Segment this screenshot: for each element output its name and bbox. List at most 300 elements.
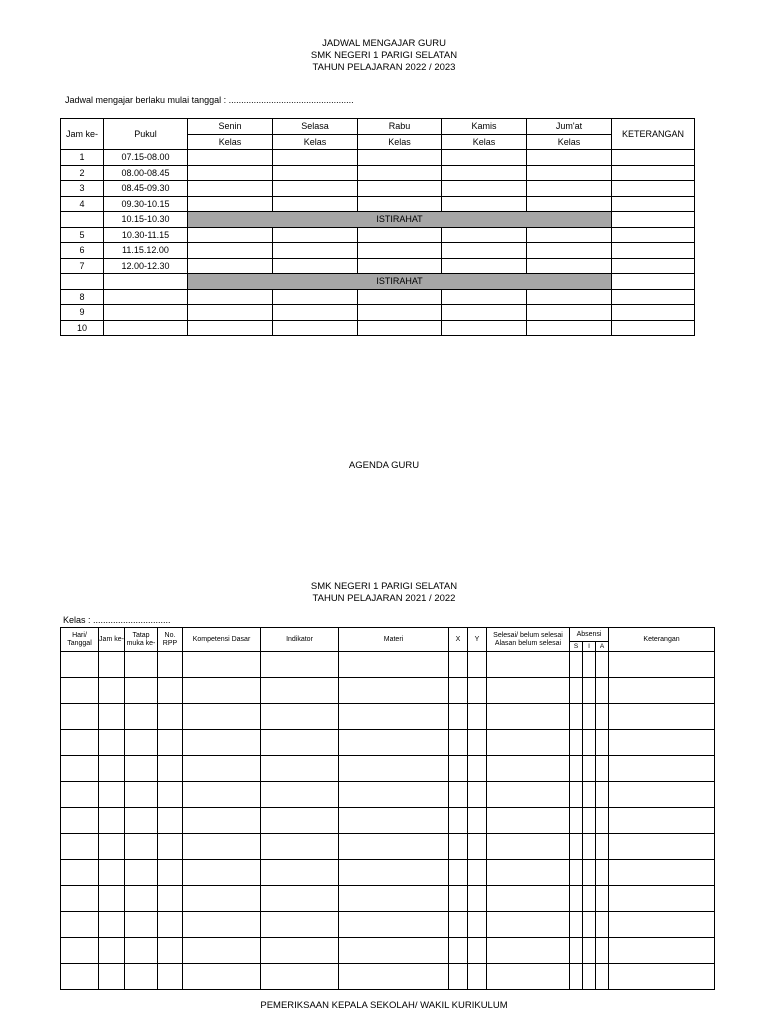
agenda-cell: [468, 886, 487, 912]
jam-cell: 5: [61, 227, 104, 243]
kelas-cell: [188, 243, 273, 259]
col-selesai: Selesai/ belum selesai Alasan belum selesai: [487, 628, 570, 652]
agenda-cell: [61, 834, 99, 860]
agenda-cell: [583, 782, 596, 808]
agenda-cell: [261, 678, 339, 704]
agenda-cell: [125, 704, 158, 730]
jam-cell: 7: [61, 258, 104, 274]
agenda-cell: [99, 652, 125, 678]
academic-year: TAHUN PELAJARAN 2022 / 2023: [312, 62, 456, 73]
kelas-cell: [527, 196, 612, 212]
agenda-cell: [99, 678, 125, 704]
kelas-cell: [527, 165, 612, 181]
pukul-cell: [104, 289, 188, 305]
jam-cell: 4: [61, 196, 104, 212]
kelas-cell: [527, 243, 612, 259]
agenda-cell: [609, 808, 715, 834]
agenda-cell: [609, 938, 715, 964]
agenda-cell: [449, 678, 468, 704]
agenda-cell: [583, 964, 596, 990]
schedule-row: [61, 305, 695, 321]
agenda-cell: [449, 808, 468, 834]
kelas-cell: [273, 227, 358, 243]
agenda-row: [61, 834, 715, 860]
agenda-cell: [261, 886, 339, 912]
col-jam-ke: Jam ke-: [61, 119, 104, 150]
break-row: [61, 274, 695, 290]
agenda-cell: [570, 912, 583, 938]
kelas-cell: [358, 289, 442, 305]
agenda-cell: [158, 730, 183, 756]
agenda-row: [61, 808, 715, 834]
agenda-row: [61, 912, 715, 938]
agenda-cell: [99, 704, 125, 730]
col-day: Selasa: [273, 119, 358, 135]
col-kelas: Kelas: [358, 134, 442, 150]
agenda-cell: [487, 860, 570, 886]
kelas-cell: [527, 181, 612, 197]
jam-cell: 1: [61, 150, 104, 166]
agenda-cell: [183, 860, 261, 886]
kelas-cell: [358, 258, 442, 274]
agenda-cell: [449, 860, 468, 886]
agenda-cell: [449, 782, 468, 808]
agenda-cell: [596, 886, 609, 912]
agenda-cell: [449, 756, 468, 782]
kelas-cell: [527, 289, 612, 305]
keterangan-cell: [612, 305, 695, 321]
agenda-cell: [596, 860, 609, 886]
kelas-cell: [442, 150, 527, 166]
agenda-cell: [99, 834, 125, 860]
kelas-cell: [273, 320, 358, 336]
pukul-cell: 08.00-08.45: [104, 165, 188, 181]
agenda-cell: [183, 964, 261, 990]
agenda-cell: [261, 912, 339, 938]
kelas-cell: [442, 305, 527, 321]
agenda-cell: [125, 652, 158, 678]
agenda-cell: [596, 834, 609, 860]
agenda-cell: [339, 782, 449, 808]
agenda-cell: [609, 704, 715, 730]
agenda-cell: [125, 678, 158, 704]
pukul-cell: [104, 274, 188, 290]
col-kelas: Kelas: [188, 134, 273, 150]
agenda-cell: [61, 912, 99, 938]
agenda-cell: [596, 912, 609, 938]
jam-cell: 9: [61, 305, 104, 321]
col-absensi-s: S: [570, 642, 583, 652]
agenda-cell: [596, 704, 609, 730]
agenda-cell: [158, 808, 183, 834]
agenda-cell: [339, 834, 449, 860]
kelas-cell: [273, 181, 358, 197]
col-hari-tanggal: Hari/ Tanggal: [61, 628, 99, 652]
schedule-row: [61, 320, 695, 336]
schedule-row: [61, 243, 695, 259]
agenda-cell: [125, 938, 158, 964]
agenda-cell: [61, 808, 99, 834]
agenda-cell: [487, 834, 570, 860]
agenda-cell: [158, 678, 183, 704]
schedule-row: [61, 289, 695, 305]
kelas-cell: [358, 150, 442, 166]
break-row: [61, 212, 695, 228]
keterangan-cell: [612, 227, 695, 243]
agenda-cell: [468, 808, 487, 834]
pukul-cell: 10.30-11.15: [104, 227, 188, 243]
pukul-cell: 08.45-09.30: [104, 181, 188, 197]
agenda-cell: [158, 860, 183, 886]
agenda-cell: [468, 678, 487, 704]
col-absensi-i: I: [583, 642, 596, 652]
jam-cell: [61, 274, 104, 290]
agenda-cell: [487, 912, 570, 938]
kelas-cell: [273, 289, 358, 305]
kelas-cell: [442, 165, 527, 181]
agenda-cell: [583, 704, 596, 730]
agenda-cell: [183, 912, 261, 938]
kelas-cell: [358, 305, 442, 321]
agenda-cell: [583, 756, 596, 782]
keterangan-cell: [612, 274, 695, 290]
schedule-row: [61, 165, 695, 181]
kelas-cell: [358, 320, 442, 336]
kelas-cell: [188, 320, 273, 336]
kelas-cell: [188, 227, 273, 243]
agenda-cell: [183, 808, 261, 834]
kelas-cell: [358, 227, 442, 243]
agenda-cell: [339, 730, 449, 756]
agenda-cell: [487, 938, 570, 964]
keterangan-cell: [612, 212, 695, 228]
pukul-cell: 09.30-10.15: [104, 196, 188, 212]
agenda-cell: [339, 756, 449, 782]
schedule-row: [61, 196, 695, 212]
agenda-cell: [99, 860, 125, 886]
pukul-cell: 11.15.12.00: [104, 243, 188, 259]
agenda-cell: [609, 730, 715, 756]
keterangan-cell: [612, 289, 695, 305]
keterangan-cell: [612, 258, 695, 274]
col-absensi-a: A: [596, 642, 609, 652]
agenda-cell: [570, 808, 583, 834]
agenda-cell: [468, 912, 487, 938]
agenda-row: [61, 678, 715, 704]
kelas-cell: [273, 196, 358, 212]
agenda-cell: [261, 808, 339, 834]
agenda-cell: [583, 834, 596, 860]
kelas-cell: [188, 165, 273, 181]
agenda-cell: [596, 756, 609, 782]
agenda-cell: [449, 834, 468, 860]
col-kelas: Kelas: [442, 134, 527, 150]
agenda-cell: [261, 782, 339, 808]
agenda-row: [61, 964, 715, 990]
agenda-cell: [487, 886, 570, 912]
agenda-cell: [125, 834, 158, 860]
agenda-title: AGENDA GURU: [348, 460, 420, 471]
agenda-cell: [261, 834, 339, 860]
break-label: ISTIRAHAT: [188, 274, 612, 290]
agenda-cell: [449, 886, 468, 912]
agenda-cell: [61, 938, 99, 964]
agenda-cell: [125, 964, 158, 990]
agenda-cell: [570, 652, 583, 678]
keterangan-cell: [612, 320, 695, 336]
kelas-cell: [273, 258, 358, 274]
agenda-cell: [183, 730, 261, 756]
kelas-cell: [188, 258, 273, 274]
agenda-cell: [449, 704, 468, 730]
agenda-row: [61, 860, 715, 886]
jam-cell: 10: [61, 320, 104, 336]
teaching-schedule-table: [60, 118, 695, 336]
agenda-cell: [609, 860, 715, 886]
agenda-cell: [61, 886, 99, 912]
col-kompetensi-dasar: Kompetensi Dasar: [183, 628, 261, 652]
agenda-cell: [339, 704, 449, 730]
agenda-cell: [339, 964, 449, 990]
agenda-cell: [183, 652, 261, 678]
agenda-cell: [125, 912, 158, 938]
agenda-cell: [158, 652, 183, 678]
agenda-cell: [183, 704, 261, 730]
agenda-cell: [468, 964, 487, 990]
agenda-cell: [583, 652, 596, 678]
kelas-cell: [188, 289, 273, 305]
agenda-cell: [609, 912, 715, 938]
agenda-cell: [261, 756, 339, 782]
kelas-cell: [273, 243, 358, 259]
col-no-rpp: No. RPP: [158, 628, 183, 652]
agenda-cell: [61, 730, 99, 756]
agenda-cell: [99, 808, 125, 834]
jam-cell: 3: [61, 181, 104, 197]
agenda-cell: [487, 964, 570, 990]
agenda-cell: [158, 964, 183, 990]
agenda-row: [61, 782, 715, 808]
agenda-cell: [339, 652, 449, 678]
col-x: X: [449, 628, 468, 652]
keterangan-cell: [612, 243, 695, 259]
agenda-row: [61, 938, 715, 964]
effective-date-line: Jadwal mengajar berlaku mulai tanggal : ..................................................: [65, 95, 354, 105]
agenda-cell: [487, 704, 570, 730]
agenda-cell: [468, 704, 487, 730]
agenda-cell: [570, 704, 583, 730]
schedule-row: [61, 258, 695, 274]
col-jam-ke: Jam ke-: [99, 628, 125, 652]
schedule-row: [61, 227, 695, 243]
kelas-cell: [442, 320, 527, 336]
break-label: ISTIRAHAT: [188, 212, 612, 228]
col-day: Senin: [188, 119, 273, 135]
agenda-cell: [99, 886, 125, 912]
jam-cell: 8: [61, 289, 104, 305]
agenda-cell: [596, 938, 609, 964]
agenda-cell: [99, 782, 125, 808]
agenda-cell: [99, 730, 125, 756]
agenda-cell: [158, 886, 183, 912]
kelas-cell: [527, 320, 612, 336]
keterangan-cell: [612, 196, 695, 212]
agenda-cell: [261, 730, 339, 756]
kelas-cell: [358, 181, 442, 197]
col-kelas: Kelas: [527, 134, 612, 150]
jam-cell: 6: [61, 243, 104, 259]
col-day: Rabu: [358, 119, 442, 135]
agenda-cell: [596, 782, 609, 808]
agenda-cell: [158, 912, 183, 938]
col-tatap-muka: Tatap muka ke-: [125, 628, 158, 652]
agenda-cell: [487, 756, 570, 782]
agenda-cell: [583, 938, 596, 964]
agenda-cell: [449, 652, 468, 678]
pukul-cell: 12.00-12.30: [104, 258, 188, 274]
agenda-cell: [570, 756, 583, 782]
agenda-cell: [468, 834, 487, 860]
agenda-cell: [99, 912, 125, 938]
agenda-row: [61, 652, 715, 678]
agenda-cell: [596, 678, 609, 704]
agenda-cell: [125, 886, 158, 912]
col-keterangan: Keterangan: [609, 628, 715, 652]
agenda-cell: [583, 912, 596, 938]
col-day: Jum'at: [527, 119, 612, 135]
kelas-cell: [442, 289, 527, 305]
agenda-cell: [487, 678, 570, 704]
agenda-cell: [583, 886, 596, 912]
kelas-cell: [273, 165, 358, 181]
kelas-cell: [527, 258, 612, 274]
agenda-cell: [183, 678, 261, 704]
agenda-cell: [61, 860, 99, 886]
agenda-cell: [261, 938, 339, 964]
agenda-row: [61, 886, 715, 912]
agenda-cell: [609, 652, 715, 678]
agenda-cell: [570, 886, 583, 912]
agenda-cell: [61, 782, 99, 808]
agenda-cell: [570, 678, 583, 704]
agenda-cell: [158, 938, 183, 964]
agenda-cell: [583, 678, 596, 704]
agenda-cell: [183, 938, 261, 964]
agenda-cell: [583, 808, 596, 834]
agenda-cell: [261, 964, 339, 990]
agenda-cell: [570, 964, 583, 990]
agenda-cell: [125, 860, 158, 886]
agenda-cell: [449, 964, 468, 990]
agenda-cell: [158, 834, 183, 860]
agenda-cell: [158, 756, 183, 782]
kelas-cell: [358, 243, 442, 259]
agenda-cell: [61, 704, 99, 730]
agenda-cell: [183, 886, 261, 912]
agenda-cell: [570, 834, 583, 860]
col-pukul: Pukul: [104, 119, 188, 150]
agenda-cell: [261, 860, 339, 886]
agenda-cell: [468, 652, 487, 678]
kelas-cell: [188, 196, 273, 212]
pukul-cell: [104, 305, 188, 321]
agenda-cell: [61, 964, 99, 990]
agenda-cell: [468, 782, 487, 808]
agenda-cell: [468, 860, 487, 886]
agenda-cell: [99, 756, 125, 782]
agenda-cell: [339, 678, 449, 704]
col-keterangan: KETERANGAN: [612, 119, 695, 150]
kelas-cell: [527, 227, 612, 243]
agenda-cell: [158, 704, 183, 730]
kelas-cell: [527, 150, 612, 166]
agenda-cell: [449, 912, 468, 938]
agenda-cell: [339, 938, 449, 964]
agenda-cell: [125, 756, 158, 782]
pukul-cell: 10.15-10.30: [104, 212, 188, 228]
pukul-cell: 07.15-08.00: [104, 150, 188, 166]
agenda-cell: [99, 938, 125, 964]
agenda-cell: [61, 652, 99, 678]
agenda-cell: [125, 730, 158, 756]
kelas-cell: [442, 181, 527, 197]
agenda-cell: [61, 678, 99, 704]
kelas-cell: [188, 181, 273, 197]
agenda-cell: [570, 782, 583, 808]
agenda-cell: [609, 964, 715, 990]
kelas-cell: [273, 150, 358, 166]
agenda-cell: [468, 730, 487, 756]
agenda-row: [61, 704, 715, 730]
doc-title: JADWAL MENGAJAR GURU: [322, 38, 446, 49]
agenda-row: [61, 756, 715, 782]
teacher-agenda-table: [60, 627, 715, 990]
kelas-cell: [273, 305, 358, 321]
agenda-cell: [125, 808, 158, 834]
agenda-cell: [596, 964, 609, 990]
agenda-cell: [339, 808, 449, 834]
agenda-school-name: SMK NEGERI 1 PARIGI SELATAN: [310, 581, 458, 592]
agenda-cell: [261, 652, 339, 678]
agenda-cell: [487, 730, 570, 756]
kelas-cell: [527, 305, 612, 321]
agenda-cell: [609, 678, 715, 704]
agenda-cell: [487, 808, 570, 834]
agenda-cell: [468, 756, 487, 782]
agenda-cell: [583, 860, 596, 886]
agenda-cell: [261, 704, 339, 730]
agenda-cell: [583, 730, 596, 756]
col-indikator: Indikator: [261, 628, 339, 652]
schedule-row: [61, 150, 695, 166]
agenda-academic-year: TAHUN PELAJARAN 2021 / 2022: [312, 593, 456, 604]
kelas-cell: [188, 305, 273, 321]
kelas-cell: [442, 227, 527, 243]
col-day: Kamis: [442, 119, 527, 135]
agenda-cell: [99, 964, 125, 990]
agenda-cell: [183, 782, 261, 808]
schedule-row: [61, 181, 695, 197]
col-materi: Materi: [339, 628, 449, 652]
agenda-cell: [183, 756, 261, 782]
agenda-cell: [183, 834, 261, 860]
kelas-cell: [442, 243, 527, 259]
kelas-cell: [358, 196, 442, 212]
agenda-cell: [596, 808, 609, 834]
footer-signature-caption: PEMERIKSAAN KEPALA SEKOLAH/ WAKIL KURIKULUM: [260, 1000, 508, 1011]
keterangan-cell: [612, 165, 695, 181]
col-absensi: Absensi: [570, 628, 609, 642]
